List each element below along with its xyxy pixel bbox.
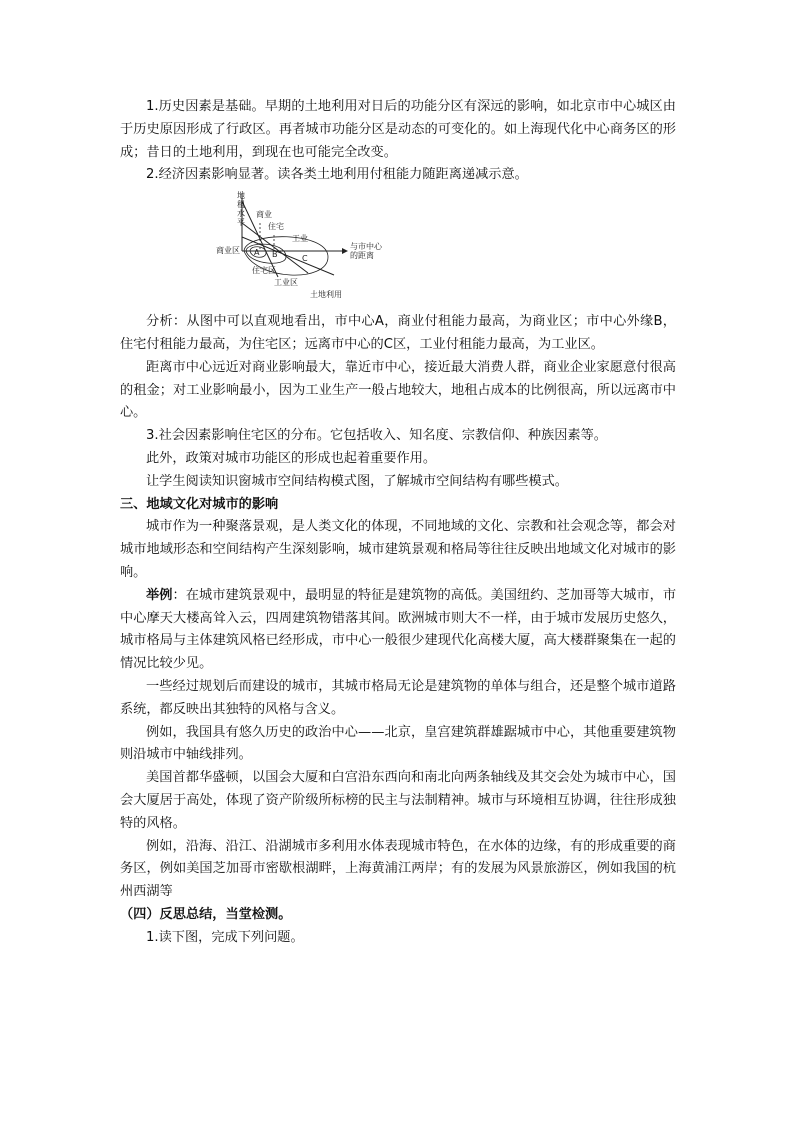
paragraph-reading: 让学生阅读知识窗城市空间结构模式图，了解城市空间结构有哪些模式。 — [146, 473, 568, 489]
example-label: 举例 — [146, 587, 173, 603]
label-zone-b: B — [272, 250, 278, 260]
example-text: ：在城市建筑景观中，最明显的特征是建筑物的高低。美国纽约、芝加哥等大城市，市中心摩天大楼高耸入云，四周建筑物错落其间。欧洲城市则大不一样，由于城市发展历史悠久，城市格局与主体建筑风格已经形成，市中心一般很少建现代化高楼大厦，高大楼群聚集在一起的情况比较少见。 — [120, 587, 677, 672]
label-area-industry: 工业区 — [274, 278, 298, 288]
label-industry: 工业 — [292, 234, 308, 244]
paragraph-analysis: 分析：从图中可以直观地看出，市中心A，商业付租能力最高，为商业区；市中心外缘B，住宅付租能力最高，为住宅区；远离市中心的C区，工业付租能力最高，为工业区。 — [120, 314, 676, 352]
x-axis-label-2: 的距离 — [350, 251, 374, 261]
section-heading-review: （四）反思总结，当堂检测。 — [120, 906, 292, 922]
label-zone-a: A — [254, 248, 260, 258]
paragraph-distance: 距离市中心远近对商业影响最大，靠近市中心，接近最大消费人群，商业企业家愿意付很高的租金；对工业影响最小，因为工业生产一般占地较大，地租占成本的比例很高，所以远离市中心。 — [120, 359, 676, 421]
paragraph-beijing: 例如，我国具有悠久历史的政治中心——北京，皇宫建筑群雄踞城市中心，其他重要建筑物则沿城市中轴线排列。 — [120, 724, 676, 763]
label-residence: 住宅 — [268, 222, 284, 232]
label-area-residence: 住宅区 — [252, 266, 276, 276]
paragraph-waterfront: 例如，沿海、沿江、沿湖城市多利用水体表现城市特色，在水体的边缘，有的形成重要的商务区，例如美国芝加哥市密歇根湖畔，上海黄浦江两岸；有的发展为风景旅游区，例如我国的杭州西湖等 — [120, 838, 676, 900]
paragraph-economy: 2.经济因素影响显著。读各类土地利用付租能力随距离递减示意。 — [146, 167, 528, 183]
label-land-use: 土地利用 — [310, 290, 342, 300]
rent-curve-diagram — [216, 187, 416, 311]
label-area-commerce: 商业区 — [216, 246, 240, 256]
paragraph-culture-intro: 城市作为一种聚落景观，是人类文化的体现，不同地域的文化、宗教和社会观念等，都会对城市地域形态和空间结构产生深刻影响，城市建筑景观和格局等往往反映出地域文化对城市的影响。 — [120, 519, 676, 580]
label-zone-c: C — [302, 254, 308, 264]
paragraph-question: 1.读下图，完成下列问题。 — [146, 929, 304, 945]
document-page — [120, 96, 676, 950]
x-axis-label-1: 与市中心 — [350, 242, 382, 252]
paragraph-policy: 此外，政策对城市功能区的形成也起着重要作用。 — [146, 450, 437, 466]
section-heading-culture: 三、地域文化对城市的影响 — [120, 496, 279, 512]
label-commerce: 商业 — [256, 210, 272, 220]
y-axis-label: 地租水平 — [237, 191, 245, 228]
paragraph-social: 3.社会因素影响住宅区的分布。它包括收入、知名度、宗教信仰、种族因素等。 — [146, 428, 607, 444]
x-axis-arrow-icon — [342, 248, 348, 254]
rent-curve-figure — [120, 187, 676, 311]
paragraph-washington: 美国首都华盛顿，以国会大厦和白宫沿东西向和南北向两条轴线及其交会处为城市中心，国会大厦居于高处，体现了资产阶级所标榜的民主与法制精神。城市与环境相互协调，往往形成独特的风格。 — [120, 770, 676, 831]
paragraph-planned-cities: 一些经过规划后而建设的城市，其城市格局无论是建筑物的单体与组合，还是整个城市道路系统，都反映出其独特的风格与含义。 — [120, 678, 676, 717]
paragraph-example — [120, 585, 676, 676]
paragraph-history: 1.历史因素是基础。早期的土地利用对日后的功能分区有深远的影响，如北京市中心城区由于历史原因形成了行政区。再者城市功能分区是动态的可变化的。如上海现代化中心商务区的形成；昔日的土地利用，到现在也可能完全改变。 — [120, 99, 676, 160]
